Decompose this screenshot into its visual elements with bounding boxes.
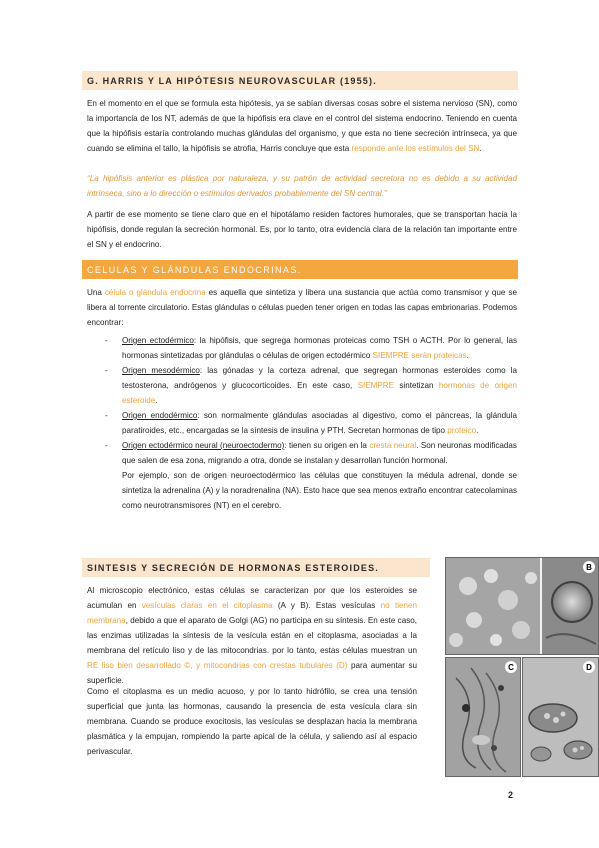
text-run: (A y B). Estas vesículas xyxy=(272,601,381,610)
text-run: : la hipófisis, que segrega hormonas proteicas como TSH o ACTH. Por lo general, las hormonas sintetizadas por glándulas o células de origen ectodérmico xyxy=(122,336,517,360)
paragraph-hypothalamus: A partir de ese momento se tiene claro que en el hipotálamo residen factores humorales, que se transportan hacia la hipófisis, donde regulan la secreción hormonal. Es, por lo tanto, otra evidencia clara de la relación tan importante entre el SN y el endocrino. xyxy=(87,210,517,249)
micrograph-texture xyxy=(446,658,520,776)
paragraph-endocrine-definition xyxy=(87,285,517,330)
section-header-text: SINTESIS Y SECRECIÓN DE HORMONAS ESTEROIDES. xyxy=(87,562,380,573)
page-number: 2 xyxy=(508,790,514,800)
text-run: : las gónadas y la corteza adrenal, que segregan hormonas esteroides como la testosterona, andrógenos y glucocorticoides. En este caso, xyxy=(122,366,517,390)
paragraph-harris-intro xyxy=(87,96,517,156)
list-item-ectodermic xyxy=(105,333,517,363)
highlight-text: proteico xyxy=(447,426,477,435)
list-item-text xyxy=(122,438,517,468)
micrograph-d xyxy=(522,657,599,777)
section-header-text: G. HARRIS Y LA HIPÓTESIS NEUROVASCULAR (1955). xyxy=(87,75,377,86)
list-item-endodermic xyxy=(105,408,517,438)
text-run: . xyxy=(155,396,158,405)
figure-label-b: B xyxy=(583,561,595,573)
text-run: Al microscopio electrónico, estas células se caracterizan por que los esteroides se acumulan en xyxy=(87,586,417,610)
list-item-mesodermic xyxy=(105,363,517,408)
text-run: : tienen su origen en la xyxy=(284,441,370,450)
text-run: para aumentar su superficie. xyxy=(87,661,418,685)
list-dash: - xyxy=(105,441,108,450)
text-run: es aquella que sintetiza y libera una sustancia que actúa como transmisor y que se libera al torrente circulatorio. Estas glándulas o células pueden tener origen en todas las capas embrionarias. Podemos encontrar: xyxy=(87,288,517,327)
term-label: Origen ectodérmico xyxy=(122,336,194,345)
list-item-example: Por ejemplo, son de origen neuroectodérmico las células que constituyen la médula adrenal, donde se sintetiza la adrenalina (A) y la noradrenalina (NA). Esto hace que sea menos extraño encontrar catecolaminas como neurotransmisores (NT) en el cerebro. xyxy=(122,471,517,510)
highlight-text: responde ante los estímulos del SN xyxy=(351,144,480,153)
micrograph-texture xyxy=(446,558,598,654)
text-run: sintetizan xyxy=(394,381,439,390)
list-item-neuroectodermic xyxy=(105,438,517,513)
section-header-steroid-synthesis xyxy=(82,558,430,577)
highlight-text: no tienen membrana xyxy=(87,601,417,625)
text-run: . xyxy=(476,426,479,435)
list-dash: - xyxy=(105,411,108,420)
highlight-text: hormonas de origen esteroide xyxy=(122,381,517,405)
term-label: Origen mesodérmico xyxy=(122,366,200,375)
text-run: . xyxy=(466,351,469,360)
section-header-text: CELULAS Y GLÁNDULAS ENDOCRINAS. xyxy=(87,264,302,275)
micrograph-texture xyxy=(523,658,598,776)
highlight-text: SIEMPRE serán proteicas xyxy=(372,351,467,360)
figure-label-d: D xyxy=(583,661,595,673)
list-dash: - xyxy=(105,366,108,375)
section-header-harris xyxy=(82,71,518,90)
highlight-text: SIEMPRE xyxy=(357,381,395,390)
highlight-text: célula o glándula endocrina xyxy=(104,288,206,297)
paragraph-steroid-microscopy xyxy=(87,583,417,688)
term-label: Origen ectodérmico neural (neuroectodermo) xyxy=(122,441,285,450)
section-header-endocrine-cells xyxy=(82,260,518,279)
origin-list xyxy=(105,333,517,513)
text-run: . Son neuronas modificadas que salen de esa zona, migrando a otra, donde se instalan y desarrollan función hormonal. xyxy=(122,441,517,465)
text-run: En el momento en el que se formula esta hipótesis, ya se sabían diversas cosas sobre el sistema nervioso (SN), como la importancia de los NT, además de que la hipófisis era clave en el control del sistema endocrino. Teniendo en cuenta que la hipófisis estaría controlando muchas glándulas del organismo, y que esta no tiene secreción intrínseca, ya que cuando se elimina el tallo, la hipófisis se atrofia, Harris concluye que esta xyxy=(87,99,517,153)
text-run: , debido a que el aparato de Golgi (AG) no participa en su síntesis. En este caso, las enzimas utilizadas la síntesis de la vesícula están en el citoplasma, asociadas a la membrana del retículo liso y de las mitocondrias. por lo tanto, estas células muestran un xyxy=(87,616,417,655)
term-label: Origen endodérmico xyxy=(122,411,198,420)
micrograph-a-b xyxy=(445,557,599,655)
text-run: . xyxy=(479,144,482,153)
paragraph-exocytosis: Como el citoplasma es un medio acuoso, y por lo tanto hidrófilo, se crea una tensión superficial que junta las hormonas, causando la presencia de esta vesícula clara sin membrana. Cuando se produce exocitosis, las vesículas se desplazan hacia la membrana plasmática y la empujan, rompiendo la parte apical de la célula, y saliendo así al espacio perivascular. xyxy=(87,687,417,756)
harris-quote: “La hipófisis anterior es plástica por naturaleza, y su patrón de actividad secretora no es debido a su actividad intrínseca, sino a lo dirección o estímulos derivados probablemente del SN central.” xyxy=(87,174,517,198)
figure-label-c: C xyxy=(505,661,517,673)
highlight-text: vesículas claras en el citoplasma xyxy=(141,601,273,610)
text-run: : son normalmente glándulas asociadas al digestivo, como el páncreas, la glándula paratiroides, etc., encargadas se la síntesis de insulina y PTH. Secretan hormonas de tipo xyxy=(122,411,517,435)
micrograph-c xyxy=(445,657,521,777)
highlight-text: cresta neural xyxy=(369,441,417,450)
highlight-text: RE liso bien desarrollado ©, y mitocondrias con crestas tubulares (D) xyxy=(87,661,348,670)
list-dash: - xyxy=(105,336,108,345)
text-run: Una xyxy=(87,288,105,297)
